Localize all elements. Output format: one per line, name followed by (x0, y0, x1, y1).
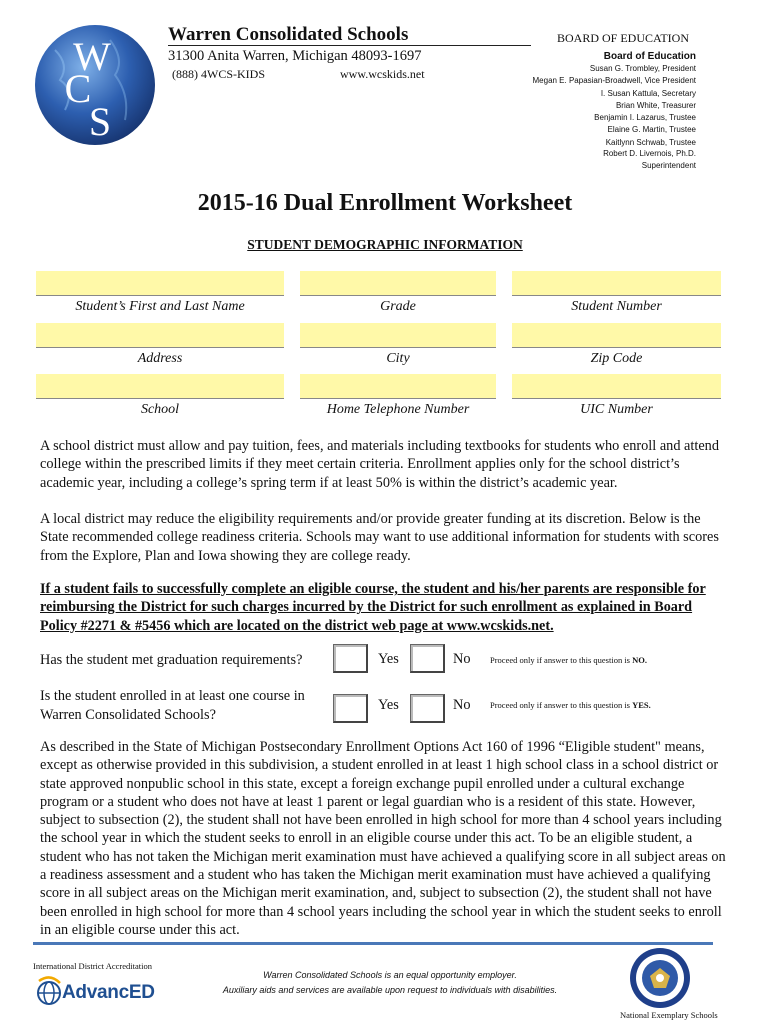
school-label: School (140, 402, 180, 417)
home-phone-field[interactable] (300, 374, 496, 399)
board-member: Susan G. Trombley, President (589, 64, 696, 73)
board-member: Megan E. Papasian-Broadwell, Vice President (532, 76, 696, 86)
school-phone: (888) 4WCS-KIDS (172, 67, 265, 81)
superintendent (603, 148, 696, 172)
question-enrolled-line1: Is the student enrolled in at least one course in (40, 688, 305, 704)
student-number-label: Student Number (571, 299, 662, 314)
policy-notice: If a student fails to successfully complete an eligible course, the student and his/her parents are responsible for reimbursing the District for such charges incurred by the District for such enrollment as explained in Board Policy #2271 & #5456 which are located on the district web page at www.wcskids.net. (40, 581, 706, 634)
city-field[interactable] (300, 323, 496, 348)
zip-field[interactable] (512, 323, 721, 348)
grade-field[interactable] (300, 271, 496, 296)
student-name-label: Student’s First and Last Name (75, 299, 245, 314)
question-enrolled (40, 687, 305, 725)
advanced-logo-text: AdvancED (62, 982, 155, 1003)
uic-label: UIC Number (580, 402, 653, 417)
board-member: Brian White, Treasurer (615, 100, 696, 110)
city-label: City (386, 351, 410, 366)
grade-label: Grade (380, 299, 416, 314)
school-address: 31300 Anita Warren, Michigan 48093-1697 (168, 48, 422, 64)
national-exemplary-seal-icon (628, 946, 692, 1010)
question-enrolled-line2: Warren Consolidated Schools? (40, 707, 216, 723)
board-members (533, 50, 697, 149)
national-exemplary-label: National Exemplary Schools (620, 1010, 718, 1020)
equal-opportunity-statement: Warren Consolidated Schools is an equal opportunity employer. (263, 970, 517, 980)
home-phone-label: Home Telephone Number (326, 402, 470, 417)
school-name: Warren Consolidated Schools (168, 24, 409, 45)
logo-letter-s: S (88, 99, 112, 144)
enrolled-note: Proceed only if answer to this question is YES. (490, 700, 651, 710)
wcs-logo (30, 20, 160, 150)
logo-letter-w: W (73, 34, 111, 79)
uic-field[interactable] (512, 374, 721, 399)
board-heading: BOARD OF EDUCATION (557, 31, 690, 45)
advanced-globe-icon (36, 975, 62, 1011)
enrolled-no-checkbox[interactable] (410, 694, 445, 723)
logo-letter-c: C (64, 66, 92, 111)
graduation-note: Proceed only if answer to this question is NO. (490, 655, 647, 665)
document-title: 2015-16 Dual Enrollment Worksheet (197, 190, 573, 216)
enrolled-no-label: No (453, 697, 471, 713)
board-member: I. Susan Kattula, Secretary (600, 88, 696, 98)
paragraph-eligibility: A local district may reduce the eligibility requirements and/or provide greater funding at its discretion. Below is the State recommended college readiness criteria. Schools may want to use additional information for students with scores from the Explore, Plan and Iowa showing they are college ready. (40, 511, 719, 564)
enrolled-yes-label: Yes (378, 697, 399, 713)
graduation-no-checkbox[interactable] (410, 644, 445, 673)
board-member: Elaine G. Martin, Trustee (607, 125, 696, 135)
board-member: Kaitlynn Schwab, Trustee (605, 137, 696, 147)
enrolled-yes-checkbox[interactable] (333, 694, 368, 723)
header-rule (168, 45, 531, 46)
paragraph-tuition: A school district must allow and pay tuition, fees, and materials including textbooks for students who enroll and attend college within the prescribed limits if they meet certain criteria. Enrollment applies only for the school district’s academic year, including a college’s spring term if at least 50% is within the district’s academic year. (40, 438, 719, 491)
address-field[interactable] (36, 323, 284, 348)
student-number-field[interactable] (512, 271, 721, 296)
student-name-field[interactable] (36, 271, 284, 296)
graduation-yes-label: Yes (378, 651, 399, 667)
graduation-yes-checkbox[interactable] (333, 644, 368, 673)
school-field[interactable] (36, 374, 284, 399)
superintendent-name: Robert D. Livernois, Ph.D. (603, 149, 696, 158)
question-graduation: Has the student met graduation requirements? (40, 652, 303, 668)
auxiliary-aids-statement: Auxiliary aids and services are available upon request to individuals with disabilities. (222, 985, 558, 995)
board-member: Benjamin I. Lazarus, Trustee (594, 113, 696, 123)
graduation-no-label: No (453, 651, 471, 667)
board-title: Board of Education (603, 51, 696, 62)
footer-rule (33, 942, 713, 945)
accreditation-label: International District Accreditation (33, 961, 152, 971)
zip-label: Zip Code (590, 351, 643, 366)
school-website[interactable]: www.wcskids.net (340, 67, 425, 81)
paragraph-eligible-student-definition: As described in the State of Michigan Postsecondary Enrollment Options Act 160 of 1996 “Eligible student" means, except as otherwise provided in this subdivision, a student enrolled in at least 1 high school class in a school district or state approved nonpublic school in this state, except a foreign exchange pupil enrolled under a cultural exchange program or a student who does not have at least 1 parent or legal guardian who is a resident of this state. However, subject to subsection (2), the student shall not have been enrolled in high school for more than 4 school years including the school year in which the student seeks to enroll in an eligible course under this act. To be an eligible student, a student who has not taken the Michigan merit examination must have achieved a qualifying score in all subject areas on a readiness assessment and a student who has taken the Michigan merit examination must have achieved a qualifying score in all subject areas on the Michigan merit examination, and, subject to subsection (2), the student shall not have been enrolled in high school for more than 4 school years including the school year in which the student seeks to enroll in an eligible course under this act. (40, 739, 726, 938)
address-label: Address (137, 351, 183, 366)
section-title: STUDENT DEMOGRAPHIC INFORMATION (247, 237, 523, 252)
superintendent-title: Superintendent (641, 161, 696, 170)
